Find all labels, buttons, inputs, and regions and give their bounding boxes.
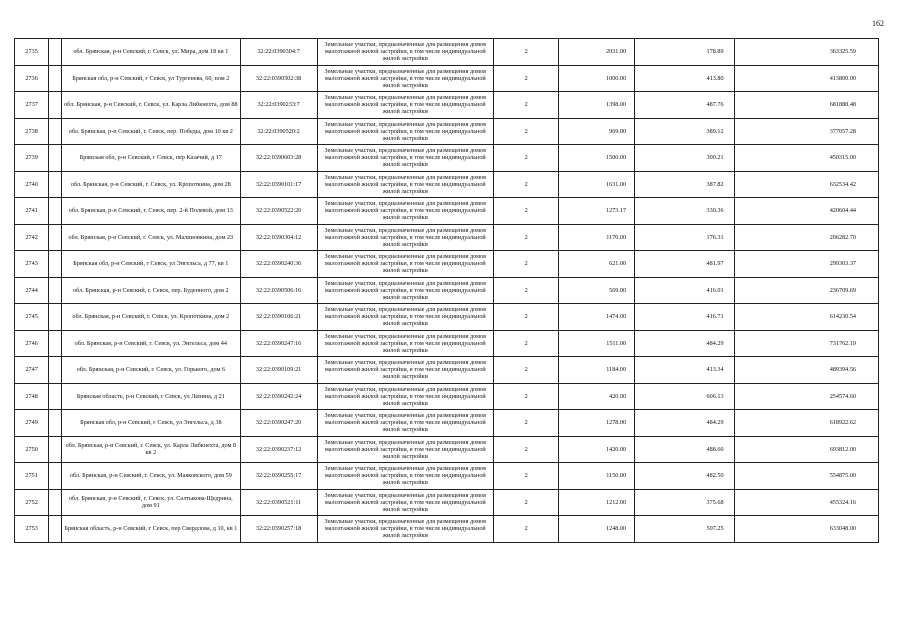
category-cell: 2 [494,410,559,437]
cadastral-cost-cell: 455324.16 [734,489,878,516]
specific-value-cell: 507.25 [635,516,734,543]
address-cell: обл. Брянская, р-н Севский, г. Севск, ул. Карла Либкнехта, дом 88 [62,92,241,119]
spacer-cell [49,277,62,304]
address-cell: Брянская обл, р-н Севский, г Севск, пер Казачий, д 17 [62,145,241,172]
table-body [15,39,879,543]
cadastral-cost-cell: 450315.00 [734,145,878,172]
area-cell: 1278.00 [559,410,635,437]
row-number-cell: 2739 [15,145,49,172]
table-row [15,92,879,119]
land-use-cell: Земельные участки, предназначенные для размещения домов малоэтажной жилой застройки, в том числе индивидуальной жилой застройки [317,198,493,225]
table-row [15,516,879,543]
area-cell: 1398.00 [559,92,635,119]
land-use-cell: Земельные участки, предназначенные для размещения домов малоэтажной жилой застройки, в том числе индивидуальной жилой застройки [317,357,493,384]
spacer-cell [49,145,62,172]
address-cell: обл. Брянская, р-н Севский, г. Севск, ул. Мира, дом 18 кв 1 [62,39,241,66]
land-use-cell: Земельные участки, предназначенные для размещения домов малоэтажной жилой застройки, в том числе индивидуальной жилой застройки [317,304,493,331]
area-cell: 1248.00 [559,516,635,543]
specific-value-cell: 484.29 [635,410,734,437]
row-number-cell: 2738 [15,118,49,145]
category-cell: 2 [494,251,559,278]
land-use-cell: Земельные участки, предназначенные для размещения домов малоэтажной жилой застройки, в том числе индивидуальной жилой застройки [317,92,493,119]
area-cell: 1631.00 [559,171,635,198]
row-number-cell: 2736 [15,65,49,92]
category-cell: 2 [494,92,559,119]
table-row [15,39,879,66]
category-cell: 2 [494,277,559,304]
table-row [15,436,879,463]
row-number-cell: 2745 [15,304,49,331]
land-use-cell: Земельные участки, предназначенные для размещения домов малоэтажной жилой застройки, в том числе индивидуальной жилой застройки [317,383,493,410]
row-number-cell: 2735 [15,39,49,66]
cadastral-cost-cell: 299303.37 [734,251,878,278]
cadastral-cost-cell: 614230.54 [734,304,878,331]
category-cell: 2 [494,65,559,92]
address-cell: Брянская обл, р-н Севский, г Севск, ул Энгельса, д 77, кв 1 [62,251,241,278]
spacer-cell [49,516,62,543]
row-number-cell: 2751 [15,463,49,490]
area-cell: 1420.00 [559,436,635,463]
cadastral-number-cell: 32:22:0390106:21 [240,304,317,331]
spacer-cell [49,224,62,251]
table-row [15,198,879,225]
address-cell: Брянская обл, р-н Севский, г Севск, ул Энгельса, д 38 [62,410,241,437]
spacer-cell [49,198,62,225]
land-use-cell: Земельные участки, предназначенные для размещения домов малоэтажной жилой застройки, в том числе индивидуальной жилой застройки [317,171,493,198]
land-use-cell: Земельные участки, предназначенные для размещения домов малоэтажной жилой застройки, в том числе индивидуальной жилой застройки [317,410,493,437]
land-use-cell: Земельные участки, предназначенные для размещения домов малоэтажной жилой застройки, в том числе индивидуальной жилой застройки [317,145,493,172]
land-use-cell: Земельные участки, предназначенные для размещения домов малоэтажной жилой застройки, в том числе индивидуальной жилой застройки [317,39,493,66]
area-cell: 1500.00 [559,145,635,172]
spacer-cell [49,118,62,145]
specific-value-cell: 484.29 [635,330,734,357]
cadastral-cost-cell: 681888.48 [734,92,878,119]
row-number-cell: 2742 [15,224,49,251]
specific-value-cell: 413.80 [635,65,734,92]
row-number-cell: 2743 [15,251,49,278]
cadastral-cost-cell: 206282.70 [734,224,878,251]
land-use-cell: Земельные участки, предназначенные для размещения домов малоэтажной жилой застройки, в том числе индивидуальной жилой застройки [317,489,493,516]
cadastral-number-cell: 32:22:0390522:20 [240,198,317,225]
cadastral-number-cell: 32:22:0390520:2 [240,118,317,145]
category-cell: 2 [494,198,559,225]
address-cell: Брянская область, р-н Севский, г Севск, ул Ленина, д 21 [62,383,241,410]
address-cell: обл. Брянская, р-н Севский, г. Севск, ул. Карла Либкнехта, дом 8 кв 2 [62,436,241,463]
land-plots-table [14,38,879,543]
address-cell: обл. Брянская, р-н Севский, г. Севск, пер. 2-й Полевой, дом 13 [62,198,241,225]
category-cell: 2 [494,145,559,172]
specific-value-cell: 300.21 [635,145,734,172]
table-row [15,330,879,357]
spacer-cell [49,463,62,490]
row-number-cell: 2737 [15,92,49,119]
land-use-cell: Земельные участки, предназначенные для размещения домов малоэтажной жилой застройки, в том числе индивидуальной жилой застройки [317,251,493,278]
cadastral-cost-cell: 693812.00 [734,436,878,463]
cadastral-cost-cell: 413800.00 [734,65,878,92]
category-cell: 2 [494,383,559,410]
cadastral-number-cell: 32:22:0390304:7 [240,39,317,66]
row-number-cell: 2746 [15,330,49,357]
cadastral-number-cell: 32:22:0390240:36 [240,251,317,278]
category-cell: 2 [494,489,559,516]
address-cell: Брянская область, р-н Севский, г Севск, пер Свердлова, д 10, кв 1 [62,516,241,543]
cadastral-cost-cell: 363325.59 [734,39,878,66]
area-cell: 1150.00 [559,463,635,490]
row-number-cell: 2749 [15,410,49,437]
specific-value-cell: 416.01 [635,277,734,304]
spacer-cell [49,410,62,437]
specific-value-cell: 387.82 [635,171,734,198]
spacer-cell [49,92,62,119]
specific-value-cell: 375.68 [635,489,734,516]
cadastral-number-cell: 32:22:0390101:17 [240,171,317,198]
land-use-cell: Земельные участки, предназначенные для размещения домов малоэтажной жилой застройки, в том числе индивидуальной жилой застройки [317,516,493,543]
cadastral-number-cell: 32:22:0390255:17 [240,463,317,490]
address-cell: обл. Брянская, р-н Севский, г. Севск, ул. Кропоткина, дом 28 [62,171,241,198]
spacer-cell [49,357,62,384]
cadastral-number-cell: 32:22:0390242:24 [240,383,317,410]
category-cell: 2 [494,171,559,198]
table-row [15,224,879,251]
spacer-cell [49,383,62,410]
spacer-cell [49,65,62,92]
area-cell: 1170.00 [559,224,635,251]
table-row [15,463,879,490]
table-row [15,171,879,198]
cadastral-number-cell: 32:22:0390603:28 [240,145,317,172]
address-cell: обл. Брянская, р-н Севский, г. Севск, пер. Буденного, дом 2 [62,277,241,304]
spacer-cell [49,304,62,331]
specific-value-cell: 482.50 [635,463,734,490]
row-number-cell: 2748 [15,383,49,410]
spacer-cell [49,489,62,516]
land-use-cell: Земельные участки, предназначенные для размещения домов малоэтажной жилой застройки, в том числе индивидуальной жилой застройки [317,277,493,304]
table-row [15,145,879,172]
area-cell: 1273.17 [559,198,635,225]
category-cell: 2 [494,118,559,145]
specific-value-cell: 481.97 [635,251,734,278]
row-number-cell: 2747 [15,357,49,384]
cadastral-number-cell: 32:22:0390257:18 [240,516,317,543]
specific-value-cell: 178.89 [635,39,734,66]
table-row [15,277,879,304]
table-row [15,304,879,331]
category-cell: 2 [494,224,559,251]
cadastral-number-cell: 32:22:0390304:12 [240,224,317,251]
cadastral-cost-cell: 420604.44 [734,198,878,225]
specific-value-cell: 606.13 [635,383,734,410]
category-cell: 2 [494,357,559,384]
category-cell: 2 [494,436,559,463]
page-number: 162 [872,19,884,28]
spacer-cell [49,436,62,463]
cadastral-number-cell: 32:22:0390247:20 [240,410,317,437]
address-cell: Брянская обл, р-н Севский, г Севск, ул Тургенева, 60, пом 2 [62,65,241,92]
cadastral-cost-cell: 254574.60 [734,383,878,410]
cadastral-number-cell: 32:22:0390506:16 [240,277,317,304]
table-row [15,65,879,92]
category-cell: 2 [494,39,559,66]
address-cell: обл. Брянская, р-н Севский, г. Севск, ул. Малиновкина, дом 23 [62,224,241,251]
cadastral-cost-cell: 489394.56 [734,357,878,384]
category-cell: 2 [494,463,559,490]
cadastral-cost-cell: 633048.00 [734,516,878,543]
spacer-cell [49,330,62,357]
category-cell: 2 [494,304,559,331]
row-number-cell: 2753 [15,516,49,543]
cadastral-number-cell: 32:22:0390233:7 [240,92,317,119]
cadastral-cost-cell: 731762.19 [734,330,878,357]
area-cell: 1000.00 [559,65,635,92]
row-number-cell: 2750 [15,436,49,463]
specific-value-cell: 389.12 [635,118,734,145]
spacer-cell [49,171,62,198]
address-cell: обл. Брянская, р-н Севский, г. Севск, пер. Победы, дом 10 кв 2 [62,118,241,145]
cadastral-cost-cell: 377057.28 [734,118,878,145]
area-cell: 621.00 [559,251,635,278]
area-cell: 1184.00 [559,357,635,384]
area-cell: 569.00 [559,277,635,304]
spacer-cell [49,251,62,278]
specific-value-cell: 330.36 [635,198,734,225]
area-cell: 420.00 [559,383,635,410]
land-use-cell: Земельные участки, предназначенные для размещения домов малоэтажной жилой застройки, в том числе индивидуальной жилой застройки [317,118,493,145]
land-use-cell: Земельные участки, предназначенные для размещения домов малоэтажной жилой застройки, в том числе индивидуальной жилой застройки [317,65,493,92]
cadastral-number-cell: 32:22:0390247:16 [240,330,317,357]
specific-value-cell: 488.60 [635,436,734,463]
cadastral-number-cell: 32:22:0390502:38 [240,65,317,92]
table-row [15,251,879,278]
land-use-cell: Земельные участки, предназначенные для размещения домов малоэтажной жилой застройки, в том числе индивидуальной жилой застройки [317,224,493,251]
address-cell: обл. Брянская, р-н Севский, г. Севск, ул. Салтыкова-Щедрина, дом 91 [62,489,241,516]
cadastral-number-cell: 32:22:0390521:11 [240,489,317,516]
area-cell: 1212.00 [559,489,635,516]
area-cell: 1474.00 [559,304,635,331]
cadastral-number-cell: 32:22:0390237:12 [240,436,317,463]
address-cell: обл. Брянская, р-н Севский, г. Севск, ул. Энгельса, дом 44 [62,330,241,357]
row-number-cell: 2744 [15,277,49,304]
table-row [15,489,879,516]
cadastral-number-cell: 32:22:0390109:21 [240,357,317,384]
cadastral-cost-cell: 236709.69 [734,277,878,304]
area-cell: 2031.00 [559,39,635,66]
land-use-cell: Земельные участки, предназначенные для размещения домов малоэтажной жилой застройки, в том числе индивидуальной жилой застройки [317,436,493,463]
row-number-cell: 2752 [15,489,49,516]
address-cell: обл. Брянская, р-н Севский, г. Севск, ул. Маяковского, дом 59 [62,463,241,490]
area-cell: 969.00 [559,118,635,145]
spacer-cell [49,39,62,66]
area-cell: 1511.00 [559,330,635,357]
row-number-cell: 2741 [15,198,49,225]
table-row [15,410,879,437]
specific-value-cell: 487.76 [635,92,734,119]
address-cell: обл. Брянская, р-н Севский, г. Севск, ул. Горького, дом 6 [62,357,241,384]
table-row [15,357,879,384]
land-use-cell: Земельные участки, предназначенные для размещения домов малоэтажной жилой застройки, в том числе индивидуальной жилой застройки [317,330,493,357]
specific-value-cell: 176.31 [635,224,734,251]
address-cell: обл. Брянская, р-н Севский, г. Севск, ул. Кропоткина, дом 2 [62,304,241,331]
category-cell: 2 [494,516,559,543]
specific-value-cell: 413.34 [635,357,734,384]
cadastral-cost-cell: 632534.42 [734,171,878,198]
land-use-cell: Земельные участки, предназначенные для размещения домов малоэтажной жилой застройки, в том числе индивидуальной жилой застройки [317,463,493,490]
cadastral-cost-cell: 554875.00 [734,463,878,490]
table-row [15,383,879,410]
category-cell: 2 [494,330,559,357]
cadastral-cost-cell: 618922.62 [734,410,878,437]
specific-value-cell: 416.71 [635,304,734,331]
table-row [15,118,879,145]
row-number-cell: 2740 [15,171,49,198]
